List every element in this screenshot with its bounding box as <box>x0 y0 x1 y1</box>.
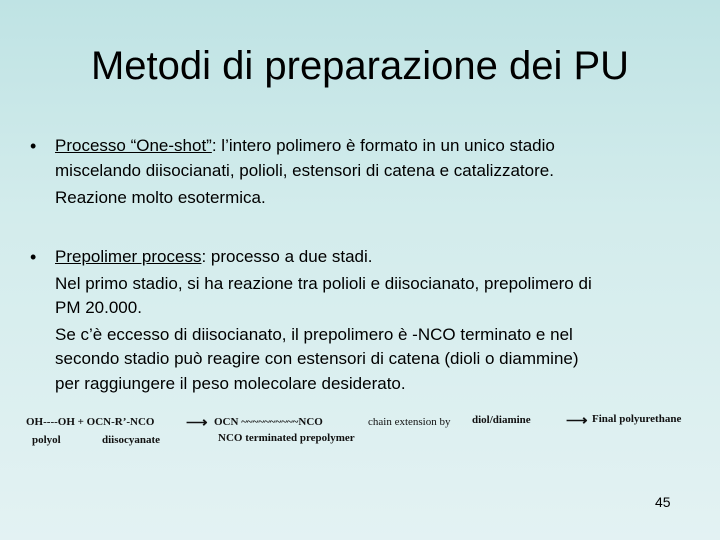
chain-extension-label: chain extension by <box>368 416 451 428</box>
reaction-arrow-icon: ⟶ <box>186 415 208 431</box>
reactants: OH----OH + OCN-R’-NCO <box>26 416 155 428</box>
bullet-prepolymer-line6: per raggiungere il peso molecolare desiderato. <box>55 374 406 393</box>
reaction-arrow-icon: ⟶ <box>566 413 588 429</box>
label-polyol: polyol <box>32 434 61 446</box>
bullet-prepolymer-line4: Se c’è eccesso di diisocianato, il prepolimero è -NCO terminato e nel <box>55 325 573 344</box>
bullet-prepolymer-line2: Nel primo stadio, si ha reazione tra polioli e diisocianato, prepolimero di <box>55 274 592 293</box>
bullet-prepolymer-line1-rest: : processo a due stadi. <box>201 247 373 266</box>
bullet-prepolymer-line5: secondo stadio può reagire con estensori di catena (dioli o diammine) <box>55 349 579 368</box>
bullet-prepolymer-line1 <box>55 245 700 269</box>
term-prepolymer: Prepolimer process <box>55 247 202 266</box>
final-product: Final polyurethane <box>592 413 682 425</box>
bullet-one-shot-line1-rest: : l’intero polimero è formato in un unico stadio <box>211 136 555 155</box>
reaction-scheme <box>26 408 706 452</box>
bullet-marker: • <box>30 247 37 267</box>
page-number: 45 <box>655 494 671 510</box>
prepolymer: OCN ~~~~~~~~~~NCO <box>214 416 323 428</box>
slide-title: Metodi di preparazione dei PU <box>90 44 630 88</box>
label-prepolymer: NCO terminated prepolymer <box>218 432 355 444</box>
bullet-one-shot-line2: miscelando diisocianati, polioli, estensori di catena e catalizzatore. <box>55 161 554 180</box>
extender: diol/diamine <box>472 414 531 426</box>
bullet-one-shot-line3: Reazione molto esotermica. <box>55 188 266 207</box>
bullet-one-shot-line1 <box>55 134 700 158</box>
label-diisocyanate: diisocyanate <box>102 434 161 446</box>
term-one-shot: Processo “One-shot” <box>55 136 212 155</box>
bullet-marker: • <box>30 136 37 156</box>
bullet-prepolymer-line3: PM 20.000. <box>55 298 142 317</box>
